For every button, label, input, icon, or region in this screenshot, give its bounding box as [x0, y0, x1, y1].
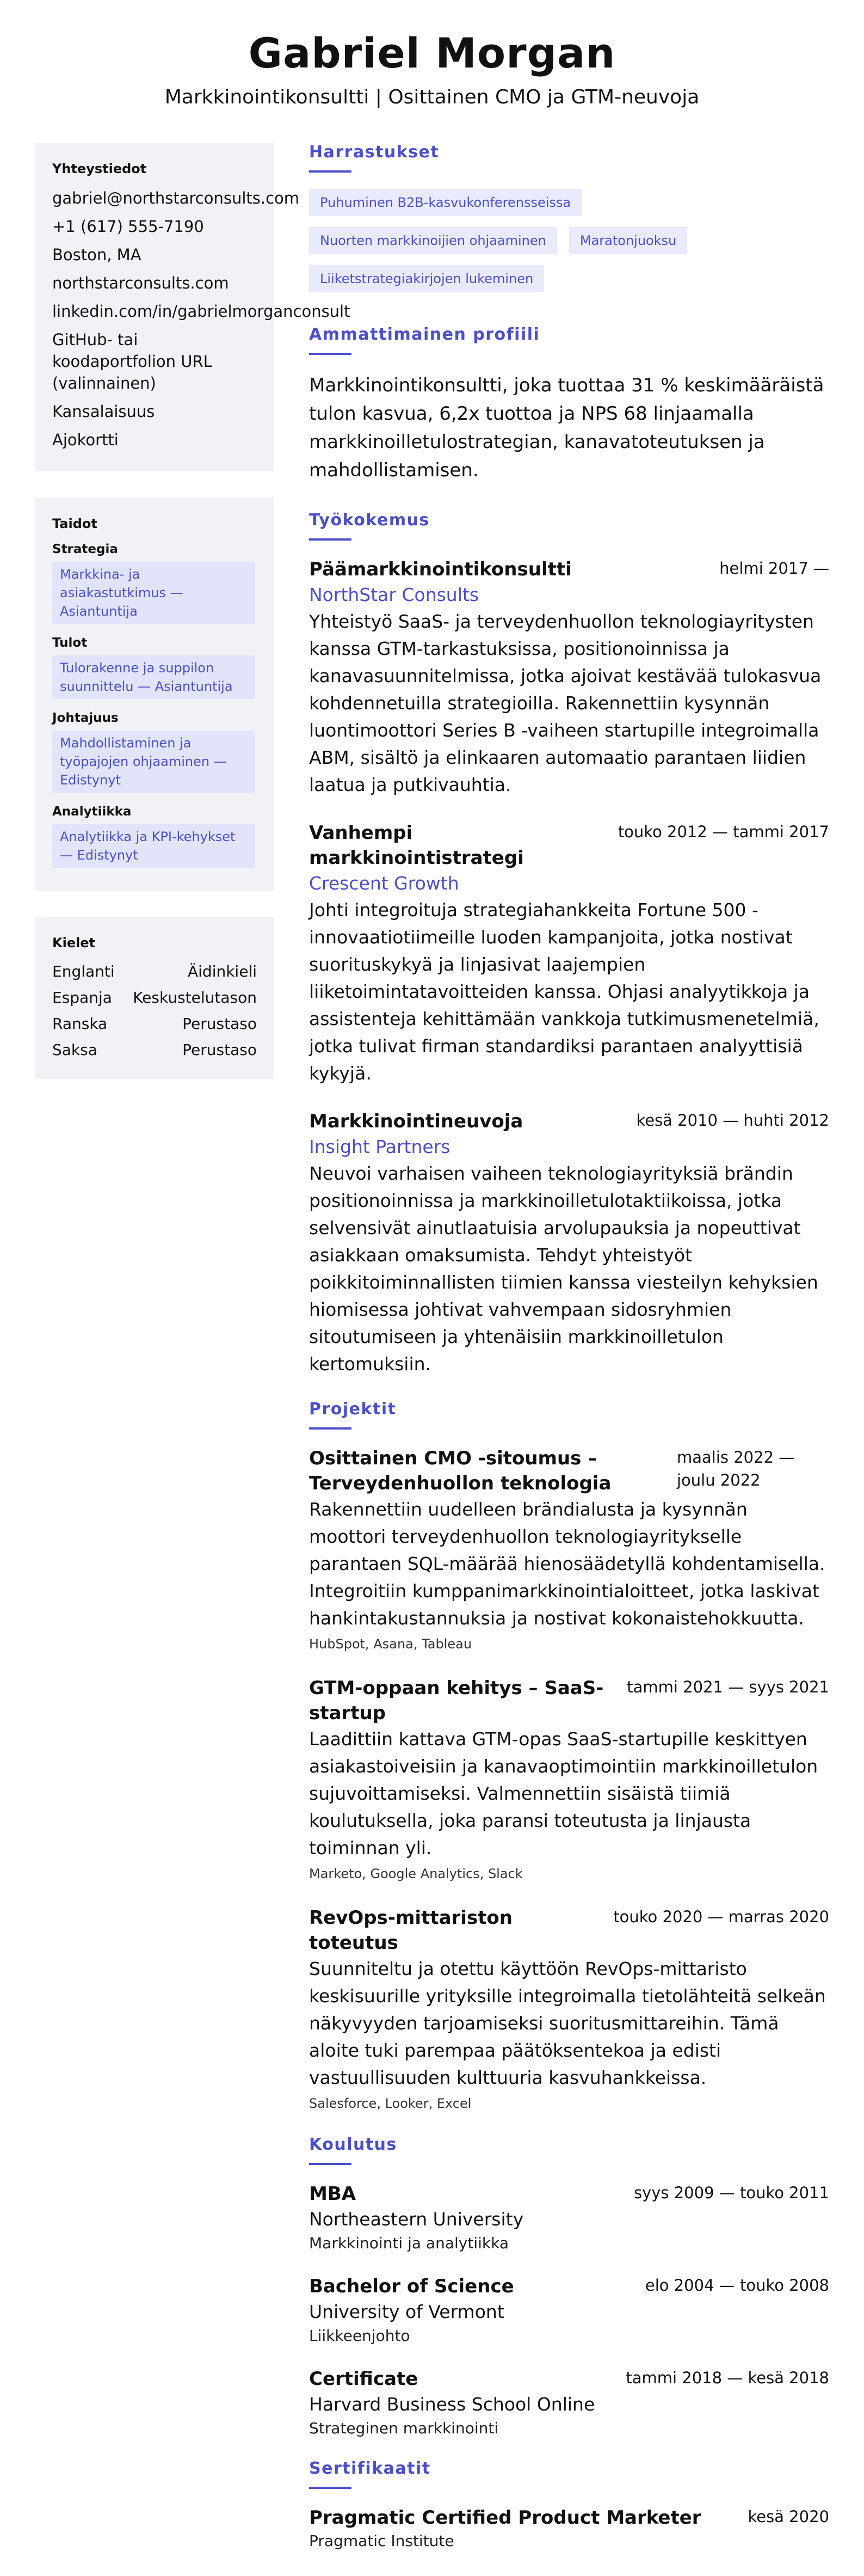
projects-title: Projektit: [309, 1400, 397, 1419]
job-title: Vanhempi markkinointistrategi: [309, 822, 524, 869]
project-tools: HubSpot, Asana, Tableau: [309, 1636, 472, 1652]
certifications-title: Sertifikaatit: [309, 2459, 431, 2478]
project-title: RevOps-mittariston toteutus: [309, 1907, 513, 1954]
experience-title: Työkokemus: [309, 511, 430, 530]
project-entry: [309, 1676, 829, 1884]
skill-tag: Mahdollistaminen ja työpajojen ohjaaminen — Edistynyt: [52, 731, 255, 793]
hobbies-title: Harrastukset: [309, 143, 440, 162]
hobby-chip: Puhuminen B2B-kasvukonferensseissa: [309, 189, 582, 216]
skill-tag: Markkina- ja asiakastutkimus — Asiantuntija: [52, 562, 255, 624]
job-title: Markkinointineuvoja: [309, 1111, 523, 1132]
project-title: GTM-oppaan kehitys – SaaS-startup: [309, 1677, 604, 1724]
skill-group: [52, 542, 257, 624]
project-description: Laadittiin kattava GTM-opas SaaS-startupille keskittyen asiakastoiveisiin ja kanavaoptimointiin markkinoilletulon sujuvoittamiseksi. Valmennettiin sisäistä tiimiä koulutuksella, joka paransi toteutusta ja linjausta toiminnan yli.: [309, 1728, 818, 1859]
hobby-chip: Maratonjuoksu: [569, 227, 687, 254]
project-tools: Marketo, Google Analytics, Slack: [309, 1866, 523, 1881]
edu-institution: Northeastern University: [309, 2209, 524, 2230]
certification-entry: [309, 2505, 829, 2552]
language-level: Perustaso: [182, 1041, 257, 1059]
edu-field: Strateginen markkinointi: [309, 2419, 499, 2437]
languages-box: [35, 917, 274, 1079]
contact-linkedin[interactable]: linkedin.com/in/gabrielmorganconsult: [52, 302, 350, 321]
skill-group: [52, 636, 257, 699]
education-entry: [309, 2274, 829, 2347]
cert-name: Pragmatic Certified Product Marketer: [309, 2507, 701, 2529]
section-divider: [309, 1427, 351, 1430]
skills-title: Taidot: [52, 516, 97, 531]
language-row: [52, 1014, 257, 1034]
edu-degree: Bachelor of Science: [309, 2276, 514, 2297]
experience-entry: [309, 1109, 829, 1378]
languages-title: Kielet: [52, 935, 96, 950]
edu-institution: University of Vermont: [309, 2301, 504, 2322]
project-description: Rakennettiin uudelleen brändialusta ja kysynnän moottori terveydenhuollon teknologiayritykselle parantaen SQL-määrää hienosäädetyllä kohdentamisella. Integroitiin kumppanimarkkinointialoitteet, jotka laskivat hankintakustannuksia ja nostivat kokonaistehokkuutta.: [309, 1499, 825, 1629]
job-date: touko 2012 — tammi 2017: [618, 823, 829, 841]
education-entry: [309, 2366, 829, 2439]
job-date: kesä 2010 — huhti 2012: [636, 1111, 829, 1130]
contact-website[interactable]: northstarconsults.com: [52, 274, 229, 292]
language-name: Ranska: [52, 1015, 108, 1033]
job-company: Insight Partners: [309, 1136, 450, 1157]
job-date: helmi 2017 —: [719, 559, 829, 578]
skill-group-name: Tulot: [52, 636, 88, 650]
project-date: touko 2020 — marras 2020: [613, 1908, 829, 1926]
language-row: [52, 988, 257, 1008]
project-tools: Salesforce, Looker, Excel: [309, 2096, 472, 2111]
language-name: Espanja: [52, 989, 112, 1007]
skill-group-name: Johtajuus: [52, 711, 119, 725]
language-level: Perustaso: [182, 1015, 257, 1033]
education-entry: [309, 2181, 829, 2254]
job-description: Yhteistyö SaaS- ja terveydenhuollon teknologiayritysten kanssa GTM-tarkastuksissa, positionoinnissa ja kanavasuunnitelmissa, jotka ajoivat kestävää tulokasvua kohdennetuilla strategioilla. Rakennettiin kysynnän luontimoottori Series B -vaiheen startupille integroimalla ABM, sisältö ja elinkaaren automaatio parantaen liidien laatua ja putkivauhtia.: [309, 611, 822, 795]
edu-institution: Harvard Business School Online: [309, 2394, 595, 2415]
section-divider: [309, 538, 351, 541]
job-company: NorthStar Consults: [309, 584, 479, 605]
edu-field: Markkinointi ja analytiikka: [309, 2234, 509, 2252]
profile-text: Markkinointikonsultti, joka tuottaa 31 % keskimääräistä tulon kasvua, 6,2x tuottoa ja NPS 68 linjaamalla markkinoilletulostrategian, kanavatoteutuksen ja mahdollistamisen.: [309, 375, 824, 481]
contact-github: GitHub- tai koodaportfolion URL (valinnainen): [52, 330, 212, 392]
contact-location: Boston, MA: [52, 246, 141, 264]
project-date: tammi 2021 — syys 2021: [627, 1678, 829, 1696]
section-divider: [309, 2163, 351, 2165]
skill-tag: Analytiikka ja KPI-kehykset — Edistynyt: [52, 824, 255, 868]
section-divider: [309, 170, 351, 173]
person-headline: Markkinointikonsultti | Osittainen CMO ja GTM-neuvoja: [164, 85, 700, 108]
skill-group: [52, 805, 257, 868]
section-divider: [309, 353, 351, 355]
contact-box: [35, 143, 350, 471]
language-row: [52, 1040, 257, 1060]
project-title: Osittainen CMO -sitoumus – Terveydenhuollon teknologia: [309, 1448, 612, 1494]
edu-date: tammi 2018 — kesä 2018: [626, 2369, 829, 2387]
language-name: Englanti: [52, 962, 115, 980]
person-name: Gabriel Morgan: [248, 29, 616, 77]
edu-degree: MBA: [309, 2183, 356, 2205]
hobby-chips: [309, 189, 829, 303]
contact-title: Yhteystiedot: [52, 161, 147, 176]
education-title: Koulutus: [309, 2135, 397, 2154]
contact-email[interactable]: gabriel@northstarconsults.com: [52, 189, 300, 207]
edu-degree: Certificate: [309, 2368, 418, 2390]
profile-title: Ammattimainen profiili: [309, 325, 540, 344]
experience-entry: [309, 820, 829, 1087]
skill-group-name: Strategia: [52, 542, 118, 556]
contact-citizenship: Kansalaisuus: [52, 402, 155, 421]
language-level: Äidinkieli: [187, 962, 257, 980]
sidebar: [35, 143, 350, 1079]
hobbies-section: [309, 143, 829, 303]
cert-issuer: Pragmatic Institute: [309, 2532, 454, 2550]
job-company: Crescent Growth: [309, 873, 459, 894]
hobby-chip: Nuorten markkinoijien ohjaaminen: [309, 227, 557, 254]
edu-field: Liikkeenjohto: [309, 2327, 410, 2345]
education-section: [309, 2135, 829, 2439]
project-entry: [309, 1446, 829, 1654]
job-description: Neuvoi varhaisen vaiheen teknologiayrityksiä brändin positionoinnissa ja markkinoilletulotaktiikoissa, jotka selvensivät ainutlaatuisia arvolupauksia ja nopeuttivat asiakkaan omaksumista. Tehdyt yhteistyöt poikkitoiminnallisten tiimien kanssa viesteilyn kehyksien hiomisessa johtivat vahvempaan sidosryhmien sitoutumiseen ja yhtenäisiin markkinoilletulon kertomuksiin.: [309, 1163, 818, 1375]
job-title: Päämarkkinointikonsultti: [309, 559, 572, 580]
skills-box: [35, 498, 274, 891]
edu-date: elo 2004 — touko 2008: [645, 2276, 829, 2295]
language-row: [52, 961, 257, 982]
project-date: maalis 2022 — joulu 2022: [677, 1448, 795, 1489]
language-name: Saksa: [52, 1041, 97, 1059]
contact-phone[interactable]: +1 (617) 555-7190: [52, 217, 204, 236]
contact-license: Ajokortti: [52, 431, 119, 449]
profile-section: [309, 325, 829, 484]
language-level: Keskustelutason: [133, 989, 257, 1007]
edu-date: syys 2009 — touko 2011: [633, 2184, 829, 2202]
experience-section: [309, 511, 829, 1378]
resume-header: [0, 0, 864, 108]
certifications-section: [309, 2459, 829, 2552]
skill-group: [52, 711, 257, 793]
main-content: [309, 143, 829, 2576]
skill-group-name: Analytiikka: [52, 805, 132, 819]
project-entry: [309, 1905, 829, 2113]
project-description: Suunniteltu ja otettu käyttöön RevOps-mittaristo keskisuurille yrityksille integroimalla tietolähteitä selkeän näkyvyyden tarjoamiseksi suoritusmittareihin. Tämä aloite tuki parempaa päätöksentekoa ja edisti vastuullisuuden kulttuuria kasvuhankkeissa.: [309, 1958, 826, 2088]
projects-section: [309, 1400, 829, 2113]
skill-tag: Tulorakenne ja suppilon suunnittelu — Asiantuntija: [52, 655, 255, 699]
job-description: Johti integroituja strategiahankkeita Fortune 500 -innovaatiotiimeille luoden kampanjoita, jotka nostivat suorituskykyä ja linjasivat laajempien liiketoimintatavoitteiden kanssa. Ohjasi analyytikkoja ja assistenteja kehittämään vankkoja tutkimusmenetelmiä, jotka tulivat firman standardiksi parantaen analyyttisiä kykyjä.: [309, 899, 819, 1084]
section-divider: [309, 2487, 351, 2489]
cert-date: kesä 2020: [748, 2507, 829, 2526]
experience-entry: [309, 557, 829, 799]
hobby-chip: Liiketstrategiakirjojen lukeminen: [309, 265, 544, 292]
